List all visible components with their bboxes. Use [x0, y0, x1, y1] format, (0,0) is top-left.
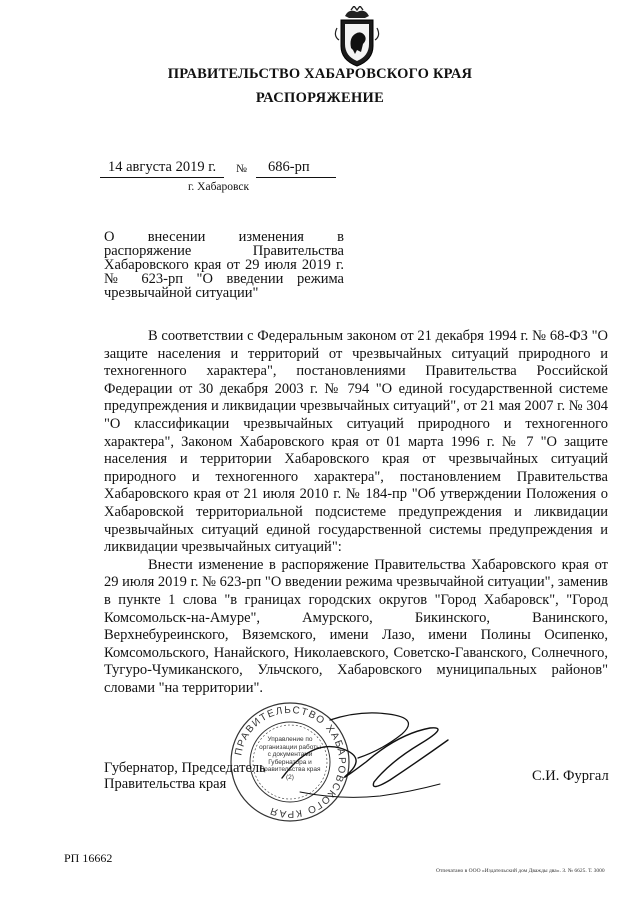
signatory-position-line1: Губернатор, Председатель	[104, 760, 266, 776]
printer-imprint: Отпечатано в ООО «Издательский дом Дважды два». З. № 6625. Т. 3000	[436, 868, 605, 874]
signatory-name: С.И. Фургал	[532, 768, 609, 784]
document-number: 686-рп	[268, 159, 310, 175]
seal-inner-text: Управление по организации работы с документами Губернатора и Правительства края (2)	[259, 736, 321, 781]
document-type: РАСПОРЯЖЕНИЕ	[255, 90, 385, 106]
body-paragraph: Внести изменение в распоряжение Правительства Хабаровского края от 29 июля 2019 г. № 623-рп "О введении режима чрезвычайной ситуации", заменив в пункте 1 слова "в границах городских округов "Город Хабаровск", "Город Комсомольск-на-Амуре", Амурского, Бикинского, Ванинского, Верхнебуреинского, Вяземского, имени Лазо, имени Полины Осипенко, Комсомольского, Нанайского, Николаевского, Советско-Гаванского, Солнечного, Тугуро-Чумиканского, Ульчского, Хабаровского муниципальных районов" словами "на территории".	[104, 556, 608, 696]
document-body	[104, 328, 608, 697]
coat-of-arms-icon	[331, 6, 383, 68]
registration-number: РП 16662	[64, 851, 113, 865]
date-underline	[100, 177, 224, 178]
seal-ring-text: ПРАВИТЕЛЬСТВО ХАБАРОВСКОГО КРАЯ	[233, 704, 348, 820]
signatory-position	[104, 760, 266, 792]
signatory-position-line2: Правительства края	[104, 776, 227, 792]
document-date: 14 августа 2019 г.	[108, 159, 217, 175]
document-city: г. Хабаровск	[188, 181, 250, 193]
organization-title: ПРАВИТЕЛЬСТВО ХАБАРОВСКОГО КРАЯ	[167, 66, 473, 82]
number-label: №	[236, 163, 247, 175]
document-subject: О внесении изменения в распоряжение Правительства Хабаровского края от 29 июля 2019 г. № 623-рп "О введении режима чрезвычайной ситуации"	[104, 229, 344, 301]
number-underline	[256, 177, 336, 178]
body-paragraph: В соответствии с Федеральным законом от 21 декабря 1994 г. № 68-ФЗ "О защите населения и территорий от чрезвычайных ситуаций природного и техногенного характера", постановлениями Правительства Российской Федерации от 30 декабря 2003 г. № 794 "О единой государственной системе предупреждения и ликвидации чрезвычайных ситуаций", от 21 мая 2007 г. № 304 "О классификации чрезвычайных ситуаций природного и техногенного характера", Законом Хабаровского края от 01 марта 1996 г. № 7 "О защите населения и территории Хабаровского края от чрезвычайных ситуаций природного и техногенного характера", постановлением Правительства Хабаровского края от 21 июля 2010 г. № 184-пр "Об утверждении Положения о Хабаровской территориальной подсистеме предупреждения и ликвидации чрезвычайных ситуаций единой государственной системы предупреждения и ликвидации чрезвычайных ситуаций":	[104, 328, 608, 556]
handwritten-signature	[270, 700, 460, 810]
